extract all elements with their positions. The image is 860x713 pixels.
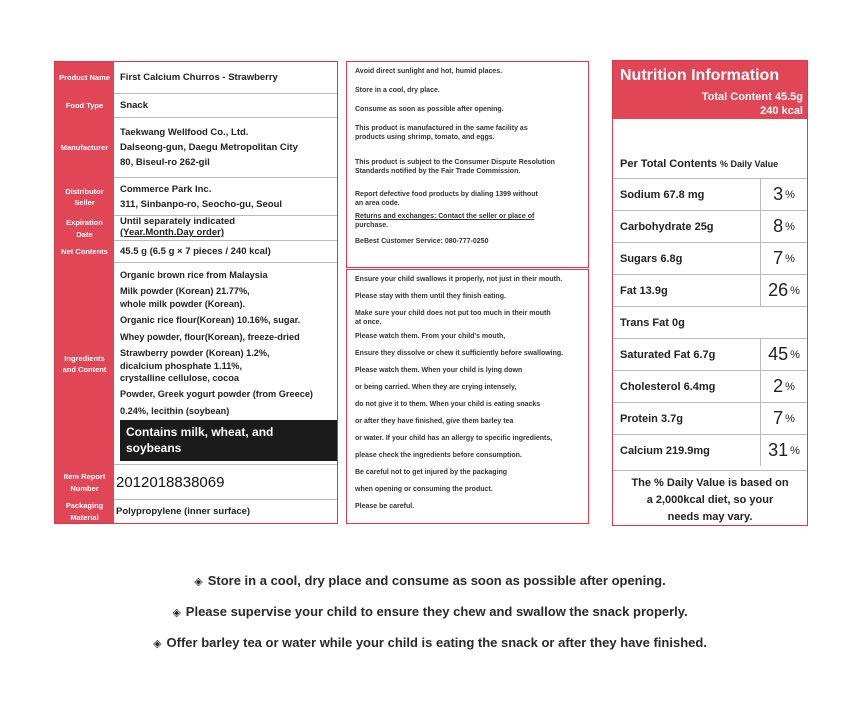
nutrient-label: Sodium 67.8 mg xyxy=(620,188,705,201)
manufacturer-label: Manufacturer xyxy=(55,118,114,178)
nutrient-daily-value xyxy=(760,275,807,306)
nutrition-rows xyxy=(613,178,807,466)
nutrient-daily-value xyxy=(760,435,807,466)
nutrition-header xyxy=(613,61,807,119)
ingredient-line: whole milk powder (Korean). xyxy=(120,298,246,309)
note-line xyxy=(0,630,860,661)
safety-line: Make sure your child does not put too much in their mouth xyxy=(355,310,551,317)
total-content: Total Content 45.5g xyxy=(701,91,803,103)
notice-line: an area code. xyxy=(355,200,400,208)
nutrient-label: Protein 3.7g xyxy=(620,412,683,425)
manufacturer-line: Taekwang Wellfood Co., Ltd. xyxy=(120,127,249,138)
expiration-line: Until separately indicated xyxy=(120,216,236,228)
ingredient-line: 0.24%, lecithin (soybean) xyxy=(120,405,230,416)
percent-sign: % xyxy=(785,252,795,265)
per-total-label: Per Total Contents xyxy=(620,158,717,170)
note-text: Please supervise your child to ensure they chew and swallow the snack properly. xyxy=(185,604,688,619)
safety-line: do not give it to them. When your child is eating snacks xyxy=(355,401,541,409)
item-report-label xyxy=(55,465,114,500)
safety-line: Ensure your child swallows it properly, not just in their mouth. xyxy=(355,276,563,283)
daily-value-number: 31 xyxy=(768,440,789,460)
diamond-bullet-icon: ◈ xyxy=(172,607,181,619)
distributor-label xyxy=(55,178,114,216)
row-product-name xyxy=(55,62,337,94)
footnote-line: needs may vary. xyxy=(667,511,753,524)
nutrient-label: Calcium 219.9mg xyxy=(620,444,710,457)
nutrition-row xyxy=(613,338,807,370)
note-line xyxy=(0,599,860,630)
product-name-label: Product Name xyxy=(55,62,114,94)
product-name: First Calcium Churros - Strawberry xyxy=(114,62,337,94)
safety-line: Please be careful. xyxy=(355,503,415,511)
row-item-report xyxy=(55,465,337,500)
row-expiration xyxy=(55,216,337,241)
notice-line: Returns and exchanges: Contact the seller or place of xyxy=(355,213,535,221)
ingredients-label xyxy=(55,263,114,465)
daily-value-header: % Daily Value xyxy=(720,159,779,169)
notice-line: purchase. xyxy=(355,222,389,230)
child-safety-box xyxy=(346,269,589,524)
note-text: Store in a cool, dry place and consume as soon as possible after opening. xyxy=(207,573,666,588)
safety-line: Please watch them. From your child's mouth, xyxy=(355,333,506,341)
daily-value-number: 45 xyxy=(768,344,789,364)
ingredients-label-text: Ingredients xyxy=(64,353,105,363)
daily-value-number: 7 xyxy=(773,408,784,428)
nutrition-row xyxy=(613,210,807,242)
expiration-value xyxy=(114,216,337,241)
ingredient-line: Milk powder (Korean) 21.77%, xyxy=(120,286,250,297)
safety-line: Please watch them. When your child is lying down xyxy=(355,367,523,375)
allergen-banner: Contains milk, wheat, and soybeans xyxy=(120,420,337,460)
safety-line: at once. xyxy=(355,319,382,327)
expiration-label xyxy=(55,216,114,241)
manufacturer-line: Dalseong-gun, Daegu Metropolitan City xyxy=(120,142,298,153)
ingredient-line: Organic rice flour(Korean) 10.16%, sugar. xyxy=(120,315,301,326)
ingredient-line: dicalcium phosphate 1.11%, xyxy=(120,360,243,371)
daily-value-number: 2 xyxy=(773,376,784,396)
per-total-header xyxy=(620,158,778,170)
number-label-text: Number xyxy=(70,483,99,493)
footnote-line: a 2,000kcal diet, so your xyxy=(646,494,774,507)
bottom-notes xyxy=(0,568,860,661)
nutrition-row xyxy=(613,306,807,338)
net-contents-label: Net Contents xyxy=(55,241,114,263)
net-contents: 45.5 g (6.5 g × 7 pieces / 240 kcal) xyxy=(114,241,337,263)
item-report-label-text: Item Report xyxy=(63,472,106,482)
daily-value-number: 8 xyxy=(773,216,784,236)
diamond-bullet-icon: ◈ xyxy=(194,576,203,588)
percent-sign: % xyxy=(785,380,795,393)
nutrient-label: Carbohydrate 25g xyxy=(620,220,714,233)
food-type: Snack xyxy=(114,94,337,118)
nutrient-label: Sugars 6.8g xyxy=(620,252,683,265)
ingredient-line: crystalline cellulose, cocoa xyxy=(120,372,239,383)
safety-line: Ensure they dissolve or chew it sufficiently before swallowing. xyxy=(355,350,564,358)
percent-sign: % xyxy=(785,188,795,201)
nutrient-daily-value xyxy=(760,403,807,434)
nutrition-row xyxy=(613,434,807,466)
percent-sign: % xyxy=(790,284,800,297)
daily-value-number: 7 xyxy=(773,248,784,268)
packaging: Polypropylene (inner surface) xyxy=(116,506,251,517)
row-distributor xyxy=(55,178,337,216)
nutrient-daily-value xyxy=(760,339,807,370)
nutrition-panel xyxy=(612,60,808,526)
ingredient-line: Whey powder, flour(Korean), freeze-dried xyxy=(120,331,300,342)
nutrient-label: Fat 13.9g xyxy=(620,284,668,297)
nutrient-daily-value xyxy=(760,371,807,402)
diamond-bullet-icon: ◈ xyxy=(153,638,162,650)
ingredient-line: Strawberry powder (Korean) 1.2%, xyxy=(120,348,270,359)
nutrition-title: Nutrition Information xyxy=(620,67,780,84)
row-manufacturer xyxy=(55,118,337,178)
nutrition-total xyxy=(702,91,803,119)
nutrient-label: Cholesterol 6.4mg xyxy=(620,380,716,393)
row-ingredients xyxy=(55,263,337,465)
safety-line: Be careful not to get injured by the packaging xyxy=(355,469,508,477)
nutrition-row xyxy=(613,402,807,434)
expiration-label-text: Expiration xyxy=(66,218,103,228)
nutrition-row xyxy=(613,274,807,306)
nutrition-footnote xyxy=(613,470,807,526)
notice-line: Report defective food products by dialing 1399 without xyxy=(355,191,538,199)
storage-notice-box xyxy=(346,61,589,268)
percent-sign: % xyxy=(790,348,800,361)
date-label-text: Date xyxy=(76,229,93,239)
safety-line: Please stay with them until they finish eating. xyxy=(355,293,506,300)
daily-value-number: 3 xyxy=(773,184,784,204)
ingredient-line: Powder, Greek yogurt powder (from Greece) xyxy=(120,389,313,400)
safety-line: please check the ingredients before consumption. xyxy=(355,452,522,460)
item-report-number: 2012018838069 xyxy=(116,473,225,491)
expiration-line: (Year.Month.Day order) xyxy=(120,227,224,238)
ingredients-value xyxy=(114,263,337,465)
note-line xyxy=(0,568,860,599)
percent-sign: % xyxy=(785,220,795,233)
percent-sign: % xyxy=(790,444,800,457)
nutrition-row xyxy=(613,242,807,274)
content-label-text: and Content xyxy=(62,365,107,374)
row-net-contents xyxy=(55,241,337,263)
row-food-type xyxy=(55,94,337,118)
distributor-line: 311, Sinbanpo-ro, Seocho-gu, Seoul xyxy=(120,198,283,210)
safety-line: when opening or consuming the product. xyxy=(355,486,493,494)
nutrient-daily-value xyxy=(760,211,807,242)
notice-line: Avoid direct sunlight and hot, humid places. xyxy=(355,68,503,75)
notice-line: Standards notified by the Fair Trade Commission. xyxy=(355,168,521,176)
seller-label-text: Seller xyxy=(74,198,95,207)
safety-line: or water. If your child has an allergy to specific ingredients, xyxy=(355,435,553,443)
nutrient-label: Saturated Fat 6.7g xyxy=(620,348,716,361)
percent-sign: % xyxy=(785,412,795,425)
distributor-value xyxy=(114,178,337,216)
material-label-text: Material xyxy=(70,512,99,522)
packaging-label-text: Packaging xyxy=(65,501,104,511)
nutrient-daily-value xyxy=(760,179,807,210)
nutrient-label: Trans Fat 0g xyxy=(620,316,685,329)
notice-line: Store in a cool, dry place. xyxy=(355,87,440,94)
nutrient-daily-value xyxy=(760,243,807,274)
distributor-label-text: Distributor xyxy=(65,186,104,196)
notice-line: This product is manufactured in the same facility as xyxy=(355,125,528,132)
packaging-label xyxy=(55,500,114,523)
manufacturer-value xyxy=(114,118,337,178)
row-packaging xyxy=(55,500,337,523)
notice-line: This product is subject to the Consumer Dispute Resolution xyxy=(355,159,555,167)
customer-service-line: BeBest Customer Service: 080-777-0250 xyxy=(355,238,489,246)
ingredient-line: Organic brown rice from Malaysia xyxy=(120,270,268,280)
item-report-value xyxy=(114,465,337,500)
safety-line: or after they have finished, give them barley tea xyxy=(355,418,514,426)
nutrition-row xyxy=(613,178,807,210)
food-type-label: Food Type xyxy=(55,94,114,118)
product-info-table xyxy=(54,61,338,524)
manufacturer-line: 80, Biseul-ro 262-gil xyxy=(120,157,210,168)
footnote-line: The % Daily Value is based on xyxy=(631,477,789,489)
notice-line: products using shrimp, tomato, and eggs. xyxy=(355,134,495,142)
total-kcal: 240 kcal xyxy=(760,104,803,117)
notice-line: Consume as soon as possible after opening. xyxy=(355,106,504,113)
nutrition-row xyxy=(613,370,807,402)
note-text: Offer barley tea or water while your child is eating the snack or after they have finished. xyxy=(166,635,707,650)
daily-value-number: 26 xyxy=(768,280,789,300)
safety-line: or being carried. When they are crying intensely, xyxy=(355,384,517,392)
distributor-line: Commerce Park Inc. xyxy=(120,183,212,195)
